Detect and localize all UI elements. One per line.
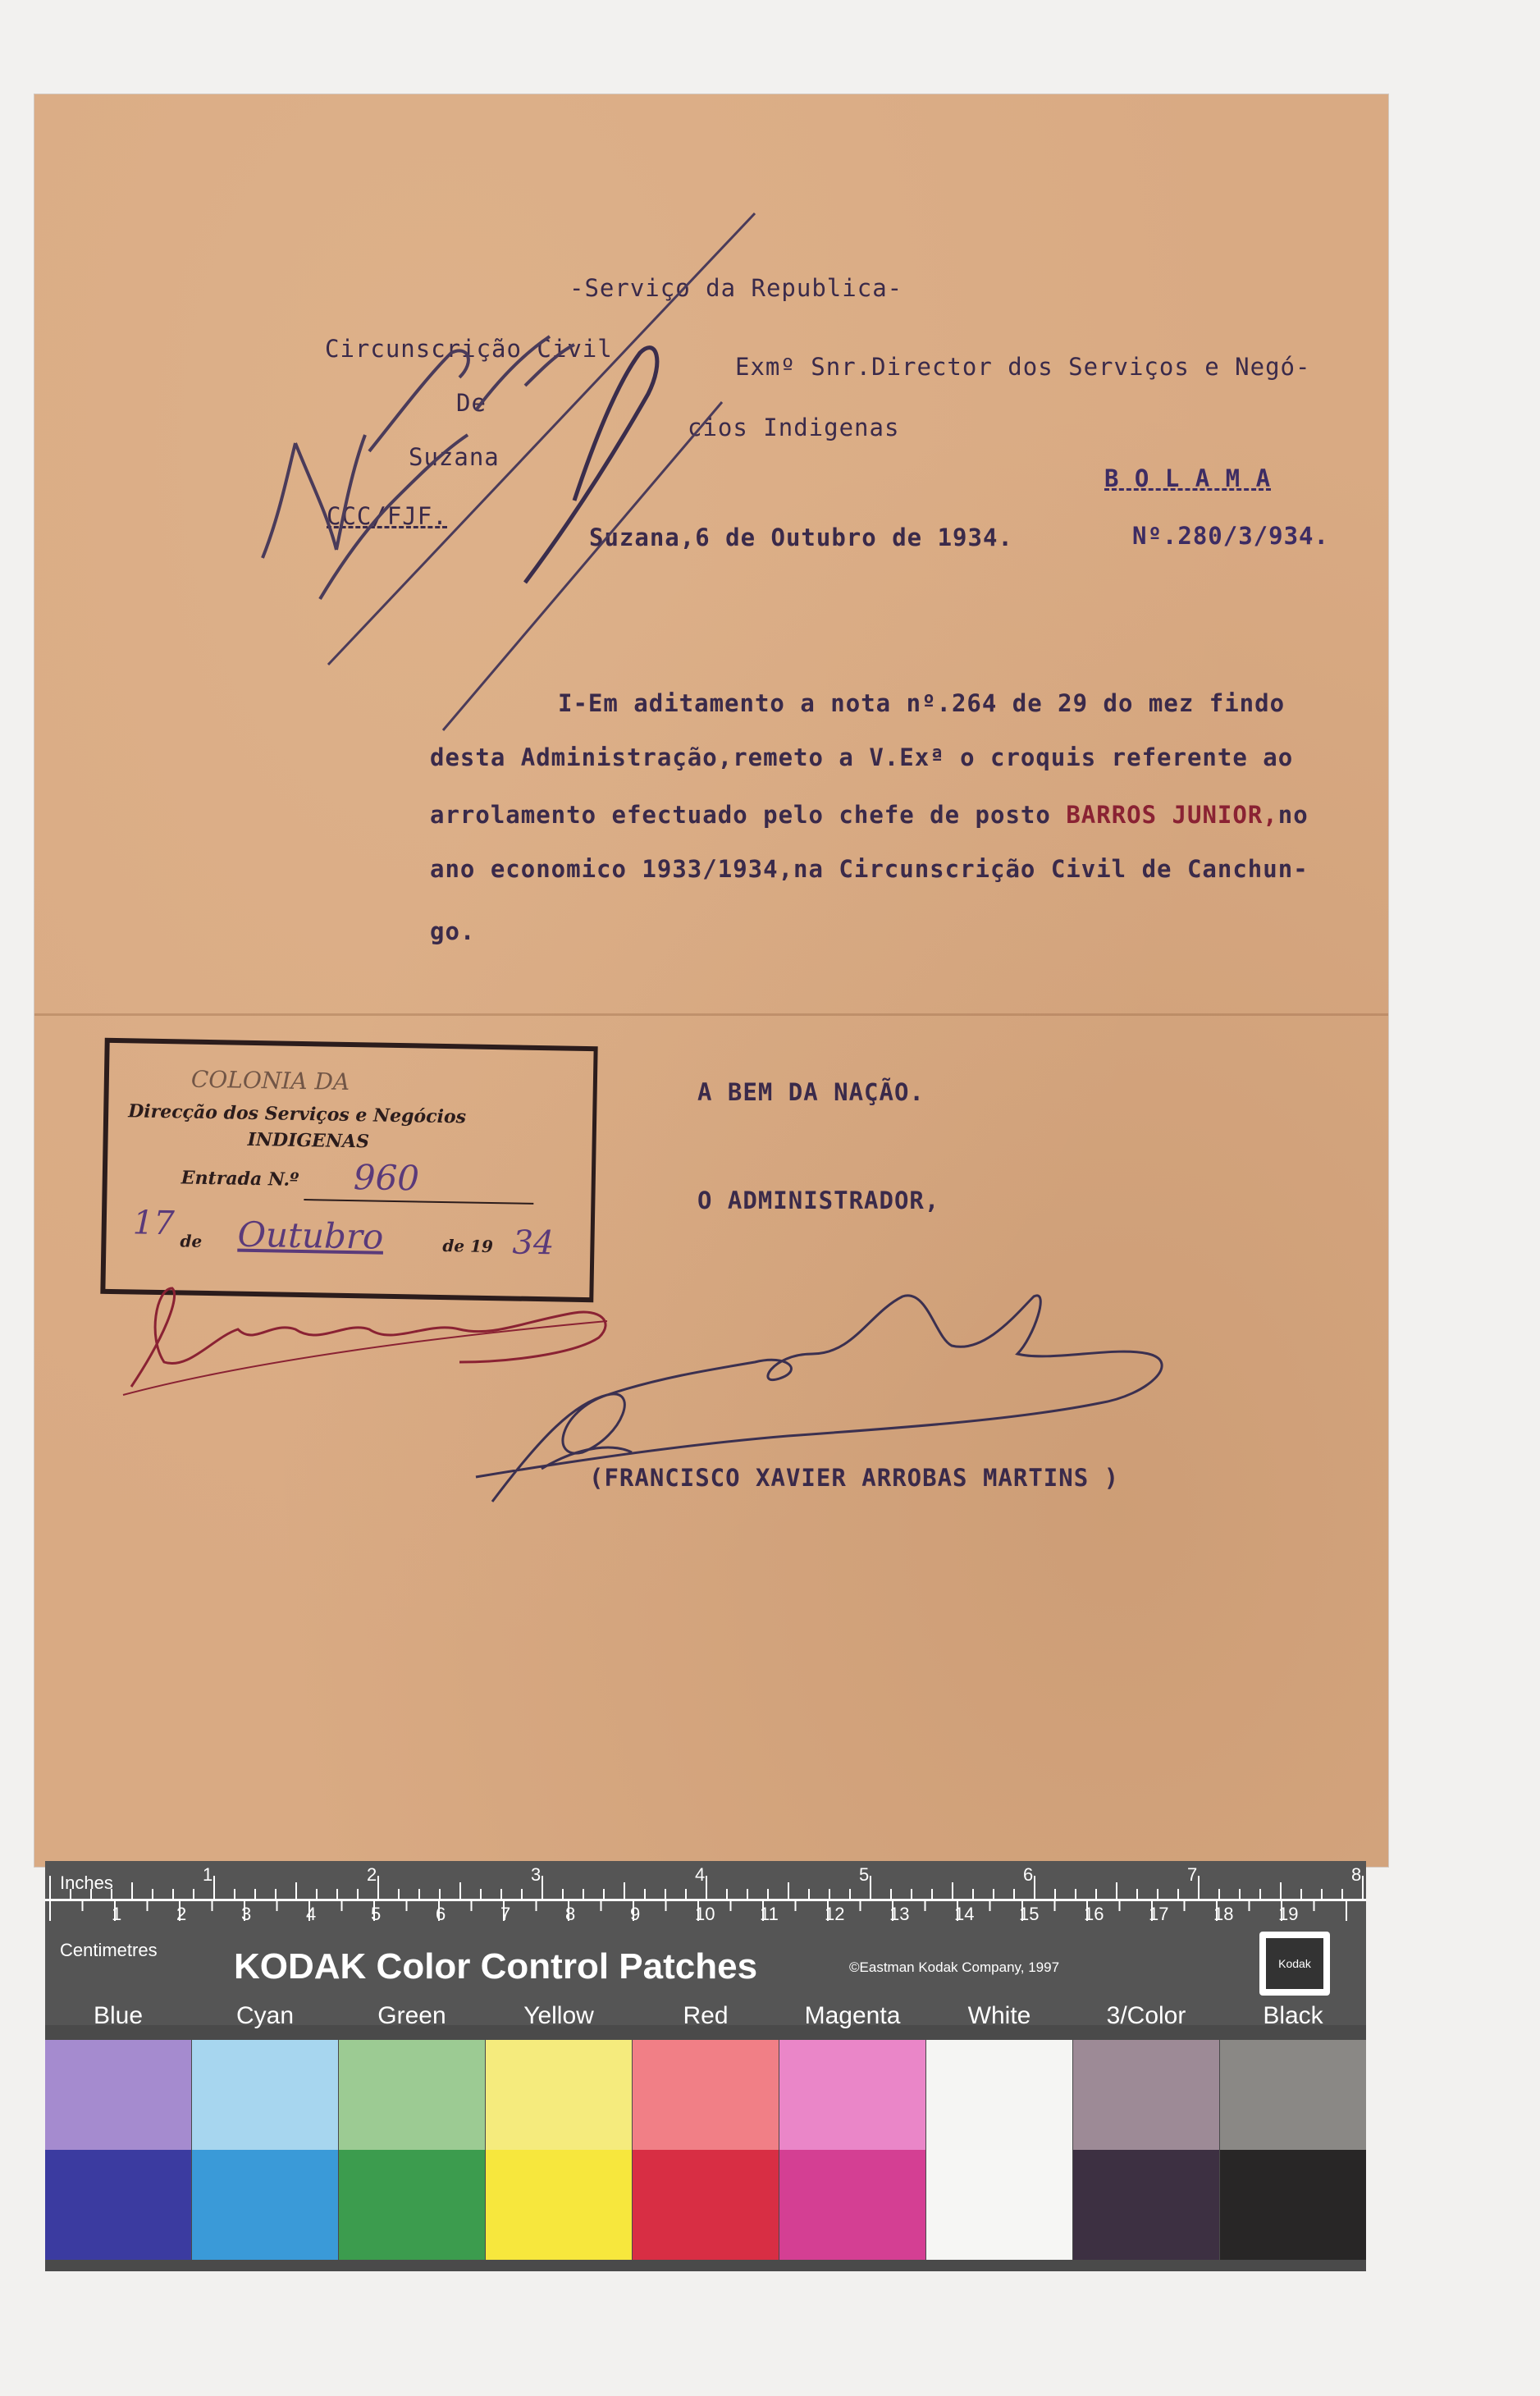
date-line: Suzana,6 de Outubro de 1934. <box>589 524 1013 551</box>
patch-top <box>1073 2040 1219 2150</box>
patch-bottom <box>45 2150 191 2260</box>
patch-label: Cyan <box>235 2002 295 2029</box>
patch-bottom <box>633 2150 779 2260</box>
patch-label: Blue <box>93 2002 144 2029</box>
ruler-centimetres-label: Centimetres <box>60 1940 158 1960</box>
stamp-de-1: de <box>180 1231 203 1251</box>
patch-top <box>486 2040 632 2150</box>
patch-label: Red <box>683 2002 729 2029</box>
cm-number: 11 <box>760 1904 779 1924</box>
header-service: -Serviço da Republica- <box>569 274 903 302</box>
cm-number: 10 <box>695 1904 715 1924</box>
patch-bottom <box>1220 2150 1366 2260</box>
color-control-target <box>45 1861 1366 2271</box>
destination: B O L A M A <box>1104 464 1272 492</box>
patch-label: 3/Color <box>1106 2002 1186 2029</box>
stamp-entry-number: 960 <box>353 1157 420 1199</box>
cm-number: 3 <box>241 1904 252 1924</box>
body-line-3 <box>430 801 1309 829</box>
body-line-3-start: arrolamento efectuado pelo chefe de posto <box>430 801 1067 829</box>
cm-number: 19 <box>1278 1904 1299 1924</box>
stamp-line-3: INDIGENAS <box>247 1128 370 1153</box>
inch-number: 3 <box>531 1864 542 1885</box>
patch-label: Green <box>377 2002 446 2029</box>
ruler-inches-label: Inches <box>60 1872 113 1893</box>
ruler <box>45 1861 1366 2025</box>
paper-fold-line <box>34 1013 1388 1016</box>
cm-number: 14 <box>954 1904 975 1924</box>
chief-name: BARROS JUNIOR, <box>1066 801 1278 829</box>
patch-top <box>633 2040 779 2150</box>
entry-stamp <box>100 1038 597 1302</box>
cm-number: 16 <box>1084 1904 1104 1924</box>
patch-top <box>779 2040 925 2150</box>
body-line-4: ano economico 1933/1934,na Circunscrição Civil de Canchun- <box>430 855 1309 883</box>
recipient-line-2: cios Indigenas <box>688 414 900 441</box>
inch-number: 5 <box>859 1864 870 1885</box>
cm-number: 15 <box>1019 1904 1040 1924</box>
inch-number: 7 <box>1187 1864 1198 1885</box>
recipient-line-1: Exmº Snr.Director dos Serviços e Negó- <box>735 353 1311 381</box>
signatory-title: O ADMINISTRADOR, <box>697 1187 940 1214</box>
patch-top <box>339 2040 485 2150</box>
office-line-1: Circunscrição Civil <box>325 335 613 363</box>
cm-number: 5 <box>371 1904 382 1924</box>
cm-number: 9 <box>630 1904 641 1924</box>
patch-label: Magenta <box>804 2002 901 2029</box>
inch-number: 4 <box>695 1864 706 1885</box>
stamp-year: 34 <box>512 1223 555 1263</box>
office-line-2: De <box>456 389 487 417</box>
stamp-day: 17 <box>132 1204 176 1243</box>
body-line-5: go. <box>430 917 476 945</box>
cm-number: 18 <box>1213 1904 1234 1924</box>
stamp-entry-underline <box>304 1199 533 1205</box>
patch-bottom <box>1073 2150 1219 2260</box>
stamp-line-2: Direcção dos Serviços e Negócios <box>127 1100 467 1128</box>
patch-label: Yellow <box>523 2002 594 2029</box>
cm-number: 8 <box>565 1904 576 1924</box>
office-line-3: Suzana <box>409 443 500 471</box>
patch-bottom <box>192 2150 338 2260</box>
cm-number: 7 <box>500 1904 511 1924</box>
body-line-1: I-Em aditamento a nota nº.264 de 29 do mez findo <box>558 689 1286 717</box>
patch-top <box>1220 2040 1366 2150</box>
body-line-2: desta Administração,remeto a V.Exª o croquis referente ao <box>430 743 1294 771</box>
inch-number: 6 <box>1023 1864 1034 1885</box>
target-copyright: ©Eastman Kodak Company, 1997 <box>849 1959 1060 1975</box>
stamp-line-1: COLONIA DA <box>190 1065 350 1095</box>
cm-number: 13 <box>889 1904 910 1924</box>
patch-top <box>192 2040 338 2150</box>
inch-number: 1 <box>203 1864 213 1885</box>
cm-number: 12 <box>825 1904 845 1924</box>
cm-number: 6 <box>436 1904 446 1924</box>
kodak-logo <box>1259 1932 1330 1996</box>
patch-bottom <box>779 2150 925 2260</box>
patch-bottom <box>339 2150 485 2260</box>
office-reference: CCC/FJF. <box>327 502 448 530</box>
body-line-3-end: no <box>1277 801 1309 829</box>
target-title: KODAK Color Control Patches <box>234 1946 758 1987</box>
cm-number: 1 <box>112 1904 122 1924</box>
inch-number: 2 <box>367 1864 377 1885</box>
cm-number: 4 <box>306 1904 317 1924</box>
signatory-name: (FRANCISCO XAVIER ARROBAS MARTINS ) <box>589 1464 1120 1492</box>
closing-salutation: A BEM DA NAÇÃO. <box>697 1078 925 1106</box>
cm-number: 2 <box>176 1904 187 1924</box>
cm-number: 17 <box>1149 1904 1169 1924</box>
kodak-logo-text: Kodak <box>1266 1938 1323 1989</box>
stamp-de-2: de 19 <box>442 1236 494 1257</box>
stamp-month: Outubro <box>237 1214 384 1257</box>
patch-bottom <box>486 2150 632 2260</box>
document-number: Nº.280/3/934. <box>1132 522 1329 550</box>
stamp-entry-label: Entrada N.º <box>181 1167 299 1191</box>
patch-label: White <box>967 2002 1031 2029</box>
patch-top <box>45 2040 191 2150</box>
patch-bottom <box>926 2150 1072 2260</box>
patch-top <box>926 2040 1072 2150</box>
inch-number: 8 <box>1351 1864 1362 1885</box>
patch-label: Black <box>1263 2002 1323 2029</box>
